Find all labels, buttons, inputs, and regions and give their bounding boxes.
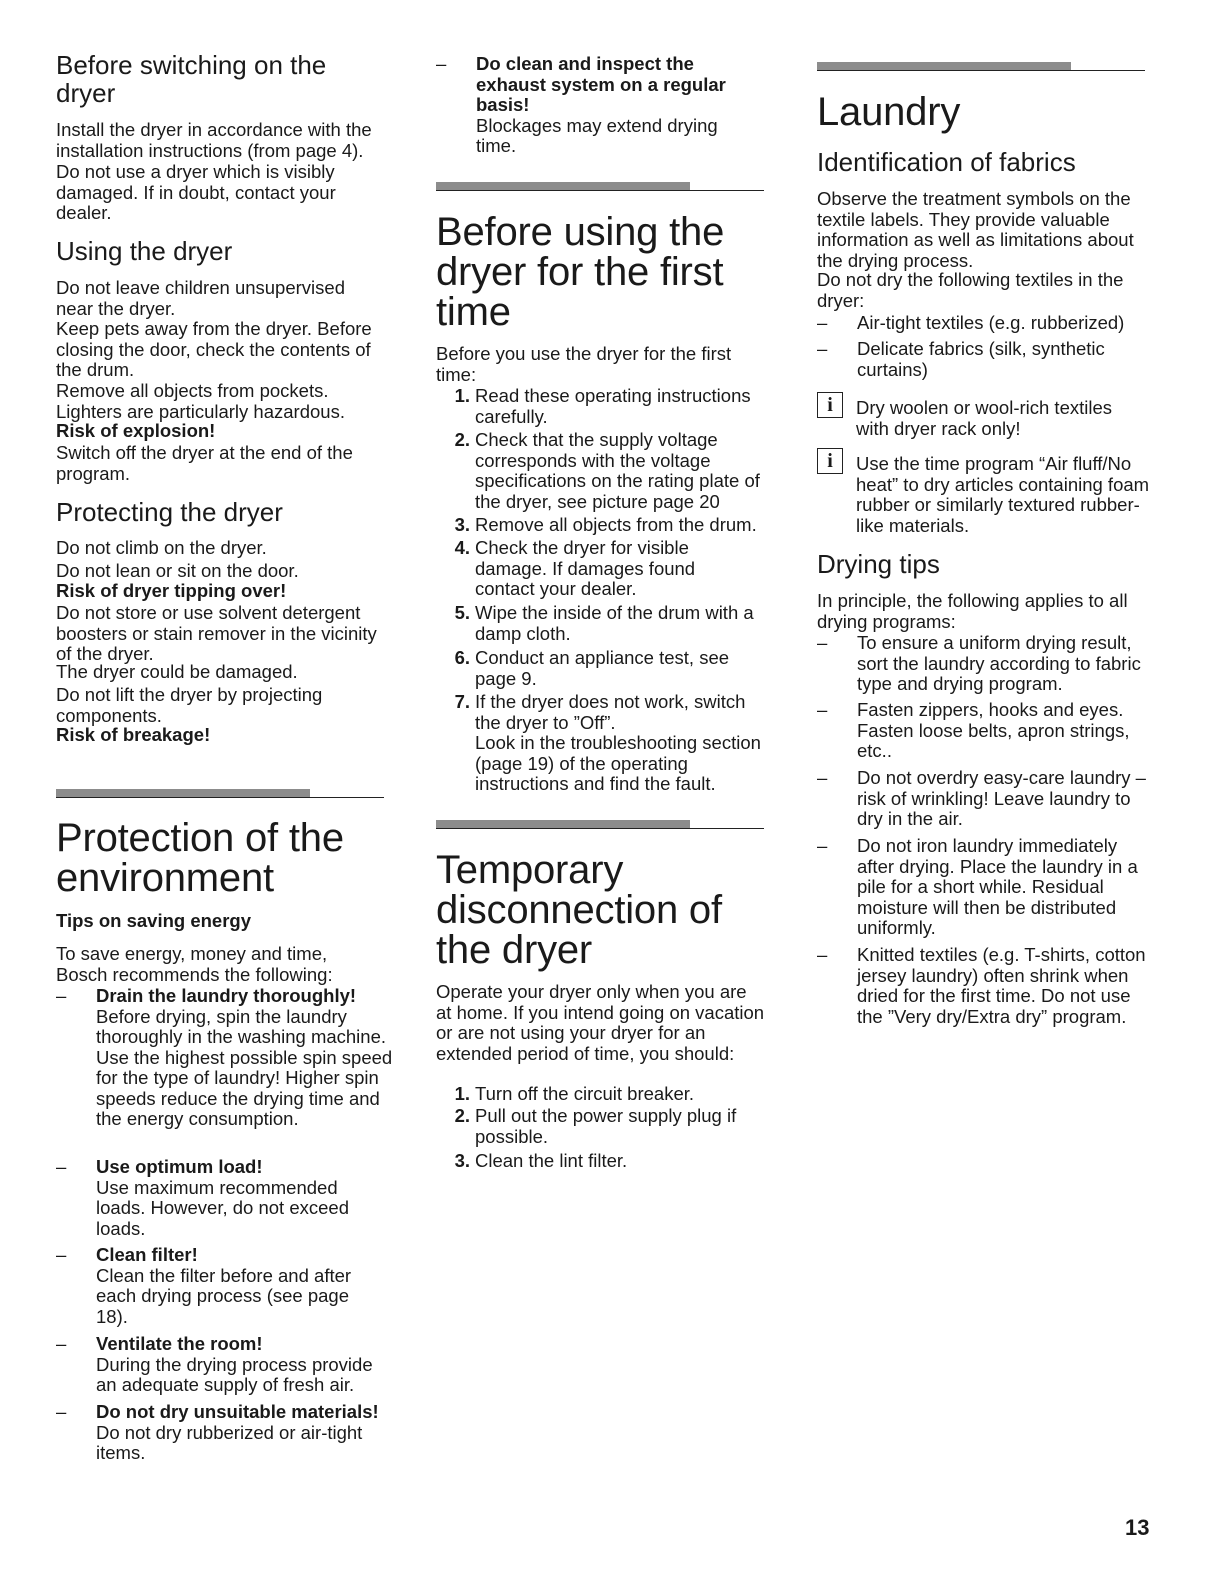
warning-text: Risk of breakage! (56, 724, 211, 745)
numbered-step (436, 603, 771, 644)
step-number: 3. (454, 1150, 470, 1171)
section-rule-bar (817, 62, 1071, 70)
paragraph: Operate your dryer only when you are at home. If you intend going on vacation or are not using your dryer for an extended period of time, you should: (436, 981, 765, 1064)
step-number: 1. (454, 385, 470, 406)
section-rule-bar (436, 182, 690, 190)
step-text: Read these operating instructions carefully. (475, 385, 751, 427)
paragraph: In principle, the following applies to all drying programs: (817, 590, 1128, 632)
numbered-step (436, 538, 736, 600)
step-text: If the dryer does not work, switch the dryer to ”Off”. (475, 691, 746, 733)
item-text: Do not iron laundry immediately after drying. Place the laundry in a pile for a short while. Residual moisture will then be distributed uniformly. (857, 835, 1138, 938)
dash-bullet: – (56, 1401, 67, 1422)
item-title: Do not dry unsuitable materials! (96, 1401, 379, 1422)
item-text: Fasten zippers, hooks and eyes. Fasten loose belts, apron strings, etc.. (857, 699, 1130, 761)
paragraph: Remove all objects from pockets. Lighters are particularly hazardous. (56, 380, 345, 422)
item-title: Do clean and inspect the exhaust system on a regular basis! (476, 53, 726, 115)
heading-laundry: Laundry (817, 90, 961, 134)
list-item (56, 1334, 396, 1396)
item-title: Drain the laundry thoroughly! (96, 985, 357, 1006)
list-item (817, 313, 1157, 334)
numbered-step (436, 515, 776, 536)
dash-bullet: – (817, 767, 828, 788)
item-text: To ensure a uniform drying result, sort the laundry according to fabric type and drying program. (857, 632, 1141, 694)
numbered-step (436, 1151, 766, 1172)
step-text: Clean the lint filter. (475, 1150, 628, 1171)
paragraph: Do not dry the following textiles in the dryer: (817, 269, 1124, 311)
step-text: Check the dryer for visible damage. If damages found contact your dealer. (475, 537, 696, 599)
heading-drying-tips: Drying tips (817, 549, 940, 579)
paragraph: Do not lift the dryer by projecting components. (56, 684, 323, 726)
heading-temporary-disconnection: Temporary disconnection of the dryer (436, 848, 722, 972)
list-item (436, 54, 756, 157)
section-rule (436, 190, 764, 191)
heading-protecting-dryer: Protecting the dryer (56, 497, 283, 527)
info-text: Use the time program “Air fluff/No heat” to dry articles containing foam rubber or similarly textured rubber-like materials. (856, 453, 1150, 536)
step-number: 4. (454, 537, 470, 558)
item-text: Use maximum recommended loads. However, do not exceed loads. (96, 1176, 349, 1239)
item-text: Knitted textiles (e.g. T-shirts, cotton jersey laundry) often shrink when dried for the first time. Do not use the ”Very dry/Extra dry” program. (857, 944, 1146, 1027)
dash-bullet: – (817, 632, 828, 653)
item-title: Use optimum load! (96, 1156, 263, 1177)
list-item (817, 339, 1127, 380)
heading-before-first-use: Before using the dryer for the first time (436, 210, 725, 334)
info-icon: i (817, 448, 843, 474)
item-title: Ventilate the room! (96, 1333, 263, 1354)
paragraph: Do not lean or sit on the door. (56, 560, 299, 581)
section-rule-bar (56, 789, 310, 797)
paragraph: Observe the treatment symbols on the textile labels. They provide valuable information as well as limitations about the drying process. (817, 188, 1134, 271)
dash-bullet: – (56, 1333, 67, 1354)
section-rule (436, 828, 764, 829)
numbered-step (436, 692, 771, 795)
dash-bullet: – (56, 985, 67, 1006)
step-number: 6. (454, 647, 470, 668)
step-number: 2. (454, 429, 470, 450)
section-rule (817, 70, 1145, 71)
step-text: Pull out the power supply plug if possible. (475, 1105, 737, 1147)
paragraph: The dryer could be damaged. (56, 661, 298, 682)
subheading-tips-energy: Tips on saving energy (56, 910, 251, 931)
paragraph: Keep pets away from the dryer. Before closing the door, check the contents of the drum. (56, 318, 372, 380)
paragraph: Do not leave children unsupervised near the dryer. (56, 277, 345, 319)
list-item (56, 1157, 376, 1239)
item-title: Clean filter! (96, 1244, 198, 1265)
dash-bullet: – (817, 312, 828, 333)
numbered-step (436, 1084, 766, 1105)
dash-bullet: – (817, 944, 828, 965)
step-number: 5. (454, 602, 470, 623)
step-number: 2. (454, 1105, 470, 1126)
dash-bullet: – (817, 699, 828, 720)
list-item (56, 1402, 396, 1464)
dash-bullet: – (56, 1244, 67, 1265)
heading-identification-fabrics: Identification of fabrics (817, 147, 1076, 177)
item-text: Air-tight textiles (e.g. rubberized) (857, 312, 1125, 333)
paragraph: Install the dryer in accordance with the installation instructions (from page 4). (56, 119, 372, 161)
page-number: 13 (1125, 1515, 1150, 1540)
section-rule (56, 797, 384, 798)
heading-using-dryer: Using the dryer (56, 236, 233, 266)
list-item (817, 945, 1152, 1027)
list-item (817, 633, 1157, 695)
item-text: Delicate fabrics (silk, synthetic curtains) (857, 338, 1105, 380)
step-number: 1. (454, 1083, 470, 1104)
paragraph: To save energy, money and time, Bosch recommends the following: (56, 943, 333, 985)
step-text: Conduct an appliance test, see page 9. (475, 647, 730, 689)
step-text: Remove all objects from the drum. (475, 514, 757, 535)
numbered-step (436, 648, 756, 689)
paragraph: Do not use a dryer which is visibly damaged. If in doubt, contact your dealer. (56, 161, 336, 223)
step-number: 7. (454, 691, 470, 712)
heading-protection-environment: Protection of the environment (56, 816, 344, 900)
item-text: Do not overdry easy-care laundry – risk of wrinkling! Leave laundry to dry in the air. (857, 767, 1146, 829)
numbered-step (436, 386, 771, 427)
section-rule-bar (436, 820, 690, 828)
heading-before-switching: Before switching on the dryer (56, 50, 327, 108)
list-item (56, 986, 396, 1130)
step-text: Wipe the inside of the drum with a damp cloth. (475, 602, 754, 644)
info-note (817, 448, 1152, 536)
step-extra-text: Look in the troubleshooting section (page 19) of the operating instructions and find the fault. (475, 732, 761, 794)
dash-bullet: – (817, 835, 828, 856)
paragraph: Switch off the dryer at the end of the program. (56, 442, 353, 484)
step-number: 3. (454, 514, 470, 535)
item-text: Clean the filter before and after each drying process (see page 18). (96, 1264, 352, 1327)
dash-bullet: – (436, 53, 447, 74)
item-text: During the drying process provide an adequate supply of fresh air. (96, 1353, 373, 1395)
paragraph: Before you use the dryer for the first time: (436, 343, 732, 385)
numbered-step (436, 1106, 766, 1147)
warning-text: Risk of dryer tipping over! (56, 580, 287, 601)
paragraph: Do not store or use solvent detergent boosters or stain remover in the vicinity of the dryer. (56, 602, 377, 664)
list-item (817, 700, 1147, 762)
list-item (817, 768, 1152, 830)
item-text: Before drying, spin the laundry thoroughly in the washing machine. Use the highest possible spin speed for the type of laundry! Higher spin speeds reduce the drying time and the energy consumption. (96, 1005, 393, 1129)
step-text: Turn off the circuit breaker. (475, 1083, 695, 1104)
dash-bullet: – (817, 338, 828, 359)
step-text: Check that the supply voltage corresponds with the voltage specifications on the rating plate of the dryer, see picture page 20 (475, 429, 760, 512)
list-item (817, 836, 1152, 939)
list-item (56, 1245, 376, 1327)
info-note (817, 392, 1137, 439)
info-icon: i (817, 392, 843, 418)
info-text: Dry woolen or wool-rich textiles with dryer rack only! (856, 397, 1113, 439)
dash-bullet: – (56, 1156, 67, 1177)
warning-text: Risk of explosion! (56, 420, 216, 441)
item-text: Do not dry rubberized or air-tight items. (96, 1421, 363, 1463)
paragraph: Do not climb on the dryer. (56, 537, 267, 558)
item-text: Blockages may extend drying time. (476, 114, 718, 156)
numbered-step (436, 430, 776, 512)
